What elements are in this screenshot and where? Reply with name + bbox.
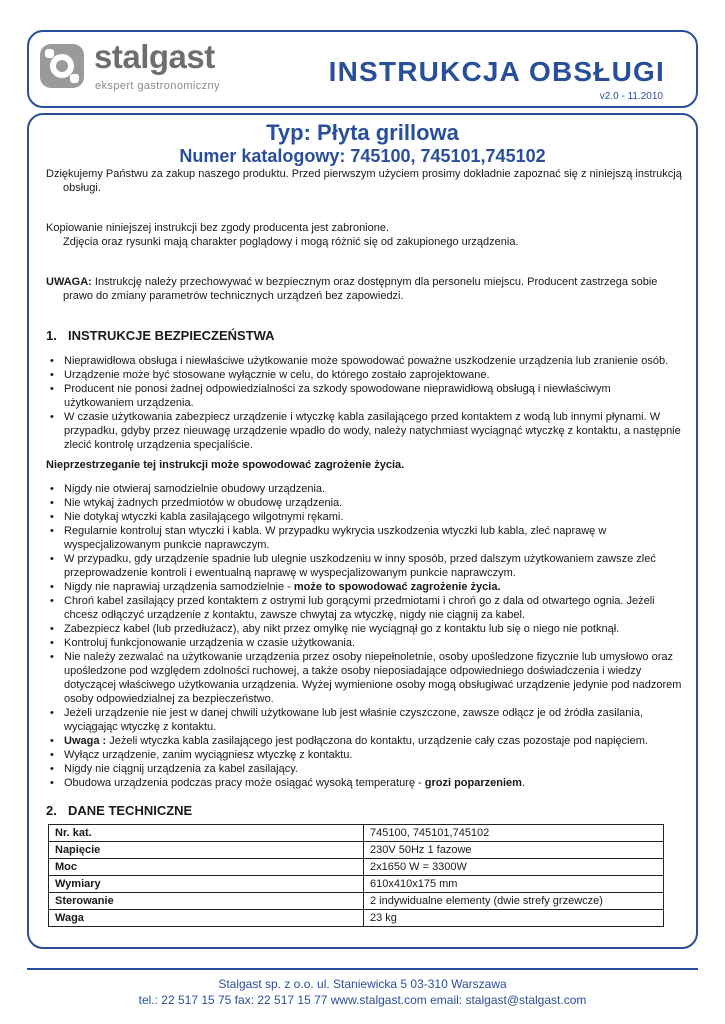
safety-list-b: [46, 482, 682, 790]
section-2-number: 2.: [46, 803, 57, 818]
catalog-number-title: Numer katalogowy: 745100, 745101,745102: [179, 146, 546, 166]
repair-bold: może to spowodować zagrożenie życia.: [293, 581, 501, 593]
intro-uwaga: [46, 275, 682, 303]
hot-end: .: [521, 777, 525, 789]
hot-bold: grozi poparzeniem: [424, 777, 522, 789]
table-row: [49, 876, 664, 893]
repair-text: Nigdy nie naprawiaj urządzenia samodzielnie -: [64, 581, 294, 593]
table-row: [49, 893, 664, 910]
brand-name: stalgast: [94, 38, 215, 75]
document-title: INSTRUKCJA OBSŁUGI: [328, 56, 665, 87]
spec-value: 230V 50Hz 1 fazowe: [364, 842, 664, 859]
table-row: [49, 842, 664, 859]
spec-key: Sterowanie: [49, 893, 364, 910]
section-1-title: INSTRUKCJE BEZPIECZEŃSTWA: [68, 328, 275, 343]
life-warning: Nieprzestrzeganie tej instrukcji może spowodować zagrożenie życia.: [46, 459, 405, 471]
table-row: [49, 859, 664, 876]
table-row: [49, 910, 664, 927]
uwaga2-label: Uwaga :: [64, 735, 107, 747]
list-item: • Nieprawidłowa obsługa i niewłaściwe użytkowanie może spowodować poważne uszkodzenie urządzenia lub zranienie osób.: [46, 354, 682, 368]
spec-key: Wymiary: [49, 876, 364, 893]
list-item: • Zabezpiecz kabel (lub przedłużacz), aby nikt przez omyłkę nie wyciągnął go z kontaktu lub się o niego nie potknął.: [46, 622, 682, 636]
list-item: • Producent nie ponosi żadnej odpowiedzialności za szkody spowodowane nieprawidłową obsługą i niewłaściwym użytkowaniem urządzenia.: [46, 382, 682, 410]
product-type-title: Typ: Płyta grillowa: [266, 120, 459, 145]
list-item: • Regularnie kontroluj stan wtyczki i kabla. W przypadku wykrycia uszkodzenia wtyczki lub kabla, zleć naprawę w wyspecjalizowanym punkcie naprawczym.: [46, 524, 682, 552]
list-item: • Jeżeli urządzenie nie jest w danej chwili użytkowane lub jest właśnie czyszczone, zawsze odłącz je od źródła zasilania, wyciągając wtyczkę z kontaktu.: [46, 706, 682, 734]
list-item: • W czasie użytkowania zabezpiecz urządzenie i wtyczkę kabla zasilającego przed kontaktem z wodą lub innymi płynami. W przypadku, gdyby przez nieuwagę urządzenie wpadło do wody, należy natychmiast wyciągnąć wtyczkę z kontaktu, a następnie zlecić kontrolę urządzenia specjaliście.: [46, 410, 682, 452]
footer-address: Stalgast sp. z o.o. ul. Staniewicka 5 03-310 Warszawa: [218, 977, 507, 991]
section-2-heading: [46, 804, 682, 818]
brand-subtitle: ekspert gastronomiczny: [95, 80, 220, 92]
stalgast-logo-icon: [39, 43, 85, 89]
list-item: • Nie należy zezwalać na użytkowanie urządzenia przez osoby niepełnoletnie, osoby upośledzone fizycznie lub umysłowo oraz upośledzone pod względem zdolności ruchowej, a także osoby nieposiadające odpowiedniego doświadczenia i wiedzy dotyczącej właściwego użytkowania urządzenia. Wyżej wymienione osoby mogą obsługiwać urządzenie jedynie pod nadzorem osoby odpowiedzialnej za bezpieczeństwo.: [46, 650, 682, 706]
section-1-heading: [46, 329, 682, 343]
uwaga-label: UWAGA:: [46, 276, 92, 288]
list-item: • Nigdy nie ciągnij urządzenia za kabel zasilający.: [46, 762, 682, 776]
hot-text: Obudowa urządzenia podczas pracy może osiągać wysoką temperaturę -: [64, 777, 425, 789]
list-item: • Nigdy nie otwieraj samodzielnie obudowy urządzenia.: [46, 482, 682, 496]
version-label: v2.0 - 11.2010: [599, 91, 663, 102]
section-2-title: DANE TECHNICZNE: [68, 803, 193, 818]
intro-copy-text: Kopiowanie niniejszej instrukcji bez zgody producenta jest zabronione.: [46, 222, 390, 234]
uwaga2-text: Jeżeli wtyczka kabla zasilającego jest podłączona do kontaktu, urządzenie cały czas pozostaje pod napięciem.: [106, 735, 648, 747]
list-item: [46, 734, 682, 748]
safety-list-a: [46, 354, 682, 452]
spec-value: 23 kg: [364, 910, 664, 927]
footer-divider: [27, 968, 698, 970]
list-item: [46, 776, 682, 790]
document-body: [46, 167, 682, 927]
spec-value: 745100, 745101,745102: [364, 825, 664, 842]
footer-contact: tel.: 22 517 15 75 fax: 22 517 15 77 www.stalgast.com email: stalgast@stalgast.com: [138, 993, 587, 1007]
list-item: • W przypadku, gdy urządzenie spadnie lub ulegnie uszkodzeniu w inny sposób, przed dalszym użytkowaniem zawsze zleć przeprowadzenie kontroli i ewentualną naprawę w wyspecjalizowanym punkcie naprawczym.: [46, 552, 682, 580]
list-item: • Wyłącz urządzenie, zanim wyciągniesz wtyczkę z kontaktu.: [46, 748, 682, 762]
list-item: • Chroń kabel zasilający przed kontaktem z ostrymi lub gorącymi przedmiotami i chroń go z dala od otwartego ognia. Jeżeli chcesz odłączyć urządzenie z kontaktu, zawsze chwytaj za wtyczkę, nigdy nie ciągnij za kabel.: [46, 594, 682, 622]
tech-data-table: [48, 824, 664, 927]
intro-photos-text: Zdjęcia oraz rysunki mają charakter poglądowy i mogą różnić się od zakupionego urządzenia.: [63, 236, 519, 248]
intro-copyright: [46, 221, 682, 249]
spec-value: 2 indywidualne elementy (dwie strefy grzewcze): [364, 893, 664, 910]
spec-value: 2x1650 W = 3300W: [364, 859, 664, 876]
spec-key: Nr. kat.: [49, 825, 364, 842]
spec-key: Moc: [49, 859, 364, 876]
spec-key: Napięcie: [49, 842, 364, 859]
list-item: • Nie dotykaj wtyczki kabla zasilającego wilgotnymi rękami.: [46, 510, 682, 524]
table-row: [49, 825, 664, 842]
list-item: • Urządzenie może być stosowane wyłącznie w celu, do którego zostało zaprojektowane.: [46, 368, 682, 382]
list-item: • Kontroluj funkcjonowanie urządzenia w czasie użytkowania.: [46, 636, 682, 650]
uwaga-text: Instrukcję należy przechowywać w bezpiecznym oraz dostępnym dla personelu miejscu. Producent zastrzega sobie prawo do zmiany parametrów technicznych urządzeń bez zapowiedzi.: [63, 276, 658, 302]
spec-value: 610x410x175 mm: [364, 876, 664, 893]
intro-thanks: Dziękujemy Państwu za zakup naszego produktu. Przed pierwszym użyciem prosimy dokładnie zapoznać się z niniejszą instrukcją obsługi.: [46, 168, 682, 194]
spec-key: Waga: [49, 910, 364, 927]
list-item: [46, 580, 682, 594]
list-item: • Nie wtykaj żadnych przedmiotów w obudowę urządzenia.: [46, 496, 682, 510]
section-1-number: 1.: [46, 328, 57, 343]
